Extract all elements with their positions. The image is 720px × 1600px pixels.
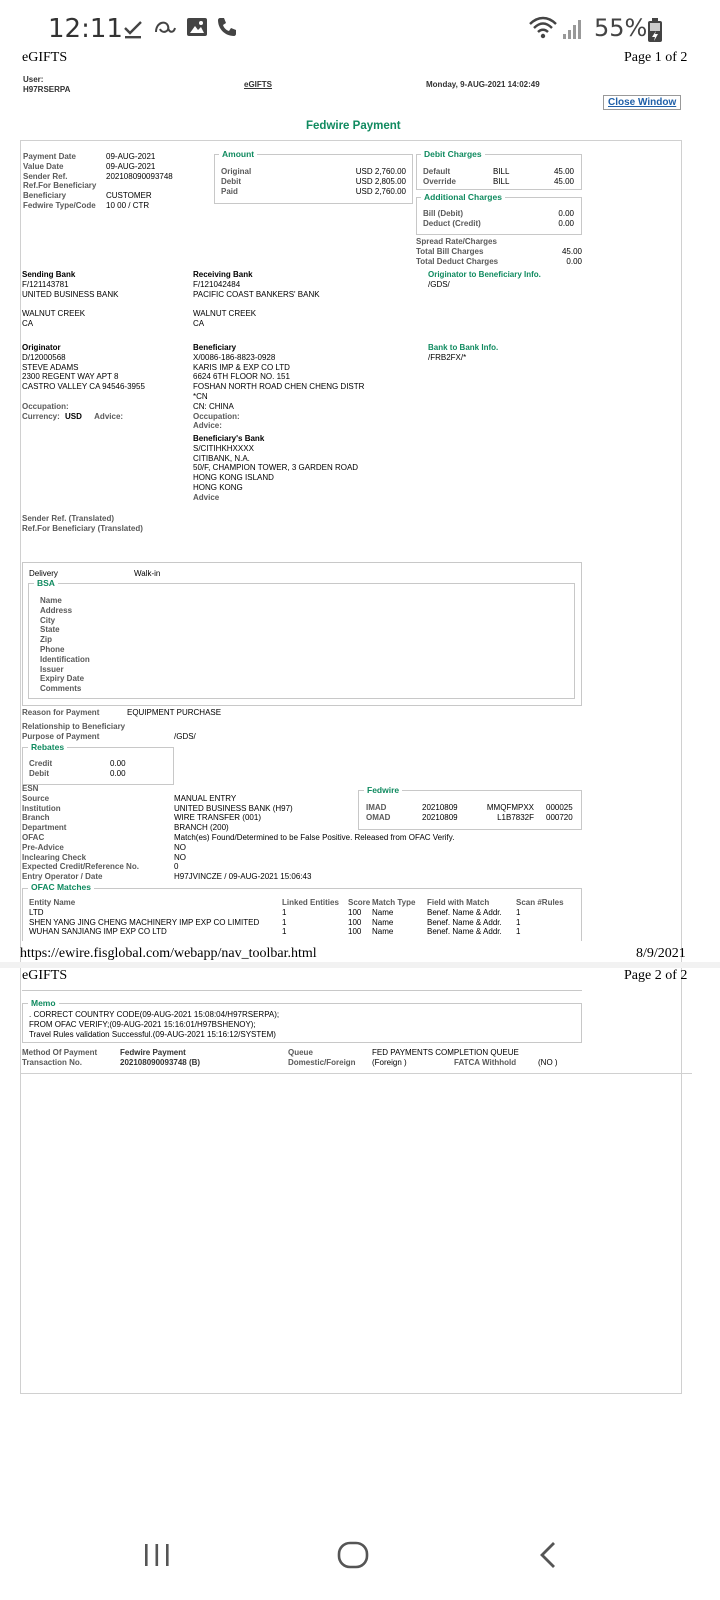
ofac-cell: Name <box>372 907 394 917</box>
amount-legend: Amount <box>219 149 257 159</box>
home-button[interactable] <box>336 1540 370 1575</box>
ofac-value: Match(es) Found/Determined to be False Positive. Released from OFAC Verify. <box>174 832 455 842</box>
beneficiary-line: *CN <box>193 391 208 401</box>
transaction-no-value: 202108090093748 (B) <box>120 1058 201 1067</box>
debit-charges-legend: Debit Charges <box>421 149 485 159</box>
reason-value: EQUIPMENT PURCHASE <box>127 708 222 717</box>
department-value: BRANCH (200) <box>174 823 229 833</box>
branch-label: Branch <box>22 813 50 823</box>
bsa-field-identification: Identification <box>40 654 90 664</box>
totals-labels <box>416 237 498 266</box>
fedwire-codes <box>478 803 534 823</box>
relationship-label <box>22 722 125 732</box>
purpose-label <box>22 732 99 742</box>
beneficiary-bank <box>193 434 358 503</box>
fedwire-legend: Fedwire <box>364 785 402 795</box>
orig-to-bene-value: /GDS/ <box>428 279 450 289</box>
ref-for-beneficiary-value <box>106 181 173 191</box>
image-icon <box>186 16 208 43</box>
user-value: H97RSERPA <box>23 85 71 94</box>
payment-info <box>23 152 96 211</box>
beneficiary-bank-line: S/CITIHKHXXXX <box>193 443 254 453</box>
bank-to-bank-info <box>428 343 498 363</box>
receiving-bank-line: CA <box>193 318 205 328</box>
ofac-cell: 1 <box>516 917 521 927</box>
beneficiary-bank-line: 50/F, CHAMPION TOWER, 3 GARDEN ROAD <box>193 463 359 473</box>
spread-rate-label: Spread Rate/Charges <box>416 237 497 246</box>
beneficiary-advice-label: Advice: <box>193 421 222 431</box>
transaction-no-label <box>22 1058 82 1068</box>
beneficiary-title: Beneficiary <box>193 343 237 352</box>
additional-charges-legend: Additional Charges <box>421 192 505 202</box>
originator-title: Originator <box>22 343 61 352</box>
dom-label-text: Domestic/Foreign <box>288 1058 356 1067</box>
table-row <box>29 908 579 918</box>
bsa-field-state: State <box>40 625 60 635</box>
debit-default-type: BILL <box>493 167 510 176</box>
bsa-fields <box>40 596 90 694</box>
ofac-cell: Benef. Name & Addr. <box>427 917 502 927</box>
orig-to-bene-title: Originator to Beneficiary Info. <box>428 270 541 279</box>
sending-bank <box>22 270 118 329</box>
page2-bottom-rule <box>20 1073 692 1074</box>
rebates-legend: Rebates <box>28 742 67 752</box>
beneficiary-line: 6624 6TH FLOOR NO. 151 <box>193 372 290 382</box>
orig-to-bene-info <box>428 270 541 290</box>
ofac-label: OFAC <box>22 832 45 842</box>
originator-currency-label: Currency: <box>22 411 60 421</box>
ofac-matches-table <box>29 898 579 937</box>
print-header-app-2: eGIFTS <box>22 968 68 983</box>
reason-label <box>22 708 99 718</box>
department-label: Department <box>22 823 67 833</box>
originator-line: STEVE ADAMS <box>22 362 79 372</box>
imad-date: 20210809 <box>422 803 458 812</box>
ref-bene-translated-label: Ref.For Beneficiary (Translated) <box>22 523 143 533</box>
ofac-header-field: Field with Match <box>427 898 490 907</box>
receiving-bank-line: WALNUT CREEK <box>193 309 257 319</box>
value-date-value: 09-AUG-2021 <box>106 161 156 171</box>
print-footer-date: 8/9/2021 <box>636 946 686 961</box>
sending-bank-line: UNITED BUSINESS BANK <box>22 289 119 299</box>
status-time: 12:11 <box>48 14 123 44</box>
beneficiary-line: FOSHAN NORTH ROAD CHEN CHENG DISTR <box>193 382 365 392</box>
total-bill-value: 45.00 <box>561 246 582 256</box>
ofac-matches-legend: OFAC Matches <box>28 882 94 892</box>
method-of-payment-label <box>22 1048 97 1058</box>
fatca-value: (NO ) <box>538 1058 558 1067</box>
additional-charges-labels <box>423 209 481 229</box>
wifi-icon <box>528 16 558 45</box>
beneficiary-type-value: CUSTOMER <box>106 191 152 201</box>
ofac-header-scan: Scan #Rules <box>516 898 564 907</box>
table-row <box>29 927 579 937</box>
print-header-page: Page 1 of 2 <box>624 50 688 65</box>
receiving-bank-line: F/121042484 <box>193 279 241 289</box>
method-label-text: Method Of Payment <box>22 1048 98 1057</box>
originator-line: 2300 REGENT WAY APT 8 <box>22 372 119 382</box>
debit-charges-labels <box>423 167 456 187</box>
inclearing-check-label: Inclearing Check <box>22 852 87 862</box>
rebates-debit-value: 0.00 <box>110 768 126 778</box>
fedwire-dates <box>422 803 458 823</box>
payment-date-value: 09-AUG-2021 <box>106 152 156 161</box>
omad-label: OMAD <box>366 812 391 822</box>
bsa-field-issuer: Issuer <box>40 664 64 674</box>
bsa-box <box>28 583 575 699</box>
total-bill-label: Total Bill Charges <box>416 246 484 256</box>
spread-rate-value <box>540 237 582 247</box>
ofac-cell: 1 <box>282 927 287 937</box>
print-header-app: eGIFTS <box>22 50 68 65</box>
ofac-header-score: Score <box>348 898 371 907</box>
bill-debit-label: Bill (Debit) <box>423 209 463 218</box>
ofac-cell: SHEN YANG JING CHENG MACHINERY IMP EXP CO LIMITED <box>29 917 260 927</box>
page-title: Fedwire Payment <box>306 120 401 132</box>
rebates-credit-label: Credit <box>29 759 53 768</box>
status-bar <box>0 0 720 46</box>
bank-to-bank-title: Bank to Bank Info. <box>428 343 499 352</box>
details-labels <box>22 784 139 882</box>
ofac-header-entity: Entity Name <box>29 898 76 907</box>
payment-values <box>106 152 173 211</box>
fedwire-seqs <box>546 803 573 823</box>
ofac-cell: Benef. Name & Addr. <box>427 927 502 937</box>
imad-label: IMAD <box>366 803 387 812</box>
table-row <box>29 918 579 928</box>
bsa-field-name: Name <box>40 596 62 605</box>
sending-bank-title: Sending Bank <box>22 270 76 279</box>
queue-value: FED PAYMENTS COMPLETION QUEUE <box>372 1048 519 1057</box>
fatca-label <box>454 1058 516 1068</box>
egifts-link[interactable]: eGIFTS <box>244 80 273 89</box>
source-label: Source <box>22 793 50 803</box>
rebates-labels <box>29 759 52 779</box>
header-datetime: Monday, 9-AUG-2021 14:02:49 <box>426 80 540 89</box>
ofac-cell: 1 <box>282 917 287 927</box>
txn-label-text: Transaction No. <box>22 1058 83 1067</box>
branch-value: WIRE TRANSFER (001) <box>174 813 261 823</box>
source-value: MANUAL ENTRY <box>174 793 237 803</box>
beneficiary-bank-title: Beneficiary's Bank <box>193 434 265 443</box>
bsa-field-zip: Zip <box>40 635 52 645</box>
beneficiary-line: X/0086-186-8823-0928 <box>193 352 276 362</box>
fatca-label-text: FATCA Withhold <box>454 1058 517 1067</box>
memo-lines <box>29 1010 279 1039</box>
totals-values <box>540 237 582 266</box>
bsa-field-address: Address <box>40 605 73 615</box>
bsa-field-expiry-date: Expiry Date <box>40 674 85 684</box>
deduct-credit-value: 0.00 <box>558 218 574 228</box>
ofac-cell: LTD <box>29 907 44 917</box>
receiving-bank <box>193 270 320 329</box>
method-of-payment-value: Fedwire Payment <box>120 1048 186 1057</box>
expected-credit-label: Expected Credit/Reference No. <box>22 862 139 872</box>
ofac-cell: 100 <box>348 917 362 927</box>
ofac-cell: Name <box>372 917 394 927</box>
amount-labels <box>221 167 251 196</box>
ofac-cell: Name <box>372 927 394 937</box>
pre-advice-value: NO <box>174 842 186 852</box>
debit-override-value: 45.00 <box>553 176 574 186</box>
sending-bank-line: CA <box>22 318 34 328</box>
ofac-cell: WUHAN SANJIANG IMP EXP CO LTD <box>29 927 167 937</box>
beneficiary-line: KARIS IMP & EXP CO LTD <box>193 362 290 372</box>
amount-debit-value: USD 2,805.00 <box>355 176 406 186</box>
omad-date: 20210809 <box>422 812 458 822</box>
battery-percent: 55% <box>594 14 648 42</box>
relationship-label-text: Relationship to Beneficiary <box>22 722 126 731</box>
pre-advice-label: Pre-Advice <box>22 842 64 852</box>
translated-refs <box>22 514 143 534</box>
rebates-values <box>110 759 126 779</box>
page-separator <box>0 962 720 968</box>
purpose-value: /GDS/ <box>174 732 196 741</box>
imad-code: MMQFMPXX <box>486 803 534 812</box>
check-icon <box>122 18 144 45</box>
domestic-foreign-value: (Foreign ) <box>372 1058 407 1067</box>
sending-bank-line <box>22 299 118 309</box>
beneficiary-bank-advice-label: Advice <box>193 492 220 502</box>
originator <box>22 343 145 421</box>
receiving-bank-line <box>193 299 320 309</box>
fedwire-labels <box>366 803 390 823</box>
bank-to-bank-value: /FRB2FX/* <box>428 352 467 362</box>
originator-currency-value: USD <box>65 411 82 421</box>
print-footer-url: https://ewire.fisglobal.com/webapp/nav_toolbar.html <box>20 946 317 961</box>
ofac-cell: 1 <box>516 907 521 917</box>
memo-legend: Memo <box>28 998 59 1008</box>
receiving-bank-title: Receiving Bank <box>193 270 253 279</box>
ofac-cell: Benef. Name & Addr. <box>427 907 502 917</box>
beneficiary-line: CN: CHINA <box>193 401 234 411</box>
amount-values <box>344 167 406 196</box>
institution-label: Institution <box>22 803 61 813</box>
memo-line: . CORRECT COUNTRY CODE(09-AUG-2021 15:08:04/H97RSERPA); <box>29 1010 280 1019</box>
ofac-cell: 100 <box>348 907 362 917</box>
total-deduct-label: Total Deduct Charges <box>416 256 499 266</box>
domestic-foreign-label <box>288 1058 356 1068</box>
bsa-legend: BSA <box>34 578 58 588</box>
entry-operator-value: H97JVINCZE / 09-AUG-2021 15:06:43 <box>174 872 312 882</box>
amount-paid-value: USD 2,760.00 <box>355 186 406 196</box>
beneficiary-bank-line: HONG KONG <box>193 482 243 492</box>
user-label: User: <box>23 75 44 84</box>
memo-line: Travel Rules validation Successful.(09-AUG-2021 15:16:12/SYSTEM) <box>29 1029 276 1039</box>
debit-charges-types <box>493 167 509 187</box>
debit-default-label: Default <box>423 167 451 176</box>
bill-debit-value: 0.00 <box>558 209 574 218</box>
ofac-cell: 100 <box>348 927 362 937</box>
expected-credit-value: 0 <box>174 862 179 872</box>
rebates-debit-label: Debit <box>29 768 49 778</box>
omad-code: L1B7832F <box>497 812 534 822</box>
additional-charges-values <box>540 209 574 229</box>
institution-value: UNITED BUSINESS BANK (H97) <box>174 803 293 813</box>
purpose-label-text: Purpose of Payment <box>22 732 100 741</box>
queue-label-text: Queue <box>288 1048 313 1057</box>
queue-label <box>288 1048 313 1058</box>
rebates-credit-value: 0.00 <box>110 759 126 768</box>
ref-for-beneficiary-label: Ref.For Beneficiary <box>23 181 97 191</box>
phone-icon <box>216 16 238 43</box>
sender-ref-translated-label: Sender Ref. (Translated) <box>22 514 115 523</box>
ofac-header-linked: Linked Entities <box>282 898 339 907</box>
receiving-bank-line: PACIFIC COAST BANKERS' BANK <box>193 289 320 299</box>
battery-icon <box>648 18 662 47</box>
imad-seq: 000025 <box>546 803 573 812</box>
back-button[interactable] <box>536 1540 562 1575</box>
inclearing-check-value: NO <box>174 852 186 862</box>
app-icon <box>152 16 178 43</box>
memo-line: FROM OFAC VERIFY;(09-AUG-2021 15:16:01/H97BSHENOY); <box>29 1019 256 1029</box>
debit-default-value: 45.00 <box>553 167 574 176</box>
debit-override-type: BILL <box>493 176 510 186</box>
bsa-field-phone: Phone <box>40 644 65 654</box>
beneficiary-occupation-label: Occupation: <box>193 411 240 421</box>
entry-operator-label: Entry Operator / Date <box>22 872 103 882</box>
total-deduct-value: 0.00 <box>566 256 582 266</box>
amount-paid-label: Paid <box>221 186 238 196</box>
originator-line: CASTRO VALLEY CA 94546-3955 <box>22 382 145 392</box>
bsa-field-city: City <box>40 615 56 625</box>
amount-original-value: USD 2,760.00 <box>355 167 406 176</box>
print-header-page-2: Page 2 of 2 <box>624 968 688 983</box>
fedwire-type-value: 10 00 / CTR <box>106 200 150 210</box>
ofac-header-match-type: Match Type <box>372 898 416 907</box>
esn-label: ESN <box>22 784 39 793</box>
debit-charges-values <box>540 167 574 187</box>
ofac-cell: 1 <box>516 927 521 937</box>
amount-original-label: Original <box>221 167 252 176</box>
deduct-credit-label: Deduct (Credit) <box>423 218 481 228</box>
ofac-header-row <box>29 898 579 908</box>
value-date-label: Value Date <box>23 161 64 171</box>
ofac-cell: 1 <box>282 907 287 917</box>
amount-debit-label: Debit <box>221 176 241 186</box>
sending-bank-line: WALNUT CREEK <box>22 309 86 319</box>
originator-occupation-label: Occupation: <box>22 401 69 411</box>
beneficiary-type-label: Beneficiary <box>23 191 67 201</box>
delivery-value: Walk-in <box>134 569 161 578</box>
fedwire-type-label: Fedwire Type/Code <box>23 200 96 210</box>
beneficiary-bank-line: HONG KONG ISLAND <box>193 473 274 483</box>
omad-seq: 000720 <box>546 812 573 822</box>
originator-advice-label: Advice: <box>94 411 124 421</box>
page2-divider <box>22 990 582 991</box>
reason-label-text: Reason for Payment <box>22 708 100 717</box>
beneficiary <box>193 343 364 431</box>
sending-bank-line: F/121143781 <box>22 279 69 289</box>
signal-icon <box>562 18 584 45</box>
close-window-button[interactable]: Close Window <box>603 95 681 110</box>
delivery-label: Delivery <box>29 569 58 578</box>
bsa-field-comments: Comments <box>40 684 82 694</box>
recent-apps-button[interactable] <box>142 1540 172 1575</box>
sender-ref-label: Sender Ref. <box>23 171 68 181</box>
debit-override-label: Override <box>423 176 456 186</box>
originator-line: D/12000568 <box>22 352 66 362</box>
sender-ref-value: 202108090093748 <box>106 171 173 181</box>
payment-date-label: Payment Date <box>23 152 76 161</box>
beneficiary-bank-line: CITIBANK, N.A. <box>193 453 250 463</box>
